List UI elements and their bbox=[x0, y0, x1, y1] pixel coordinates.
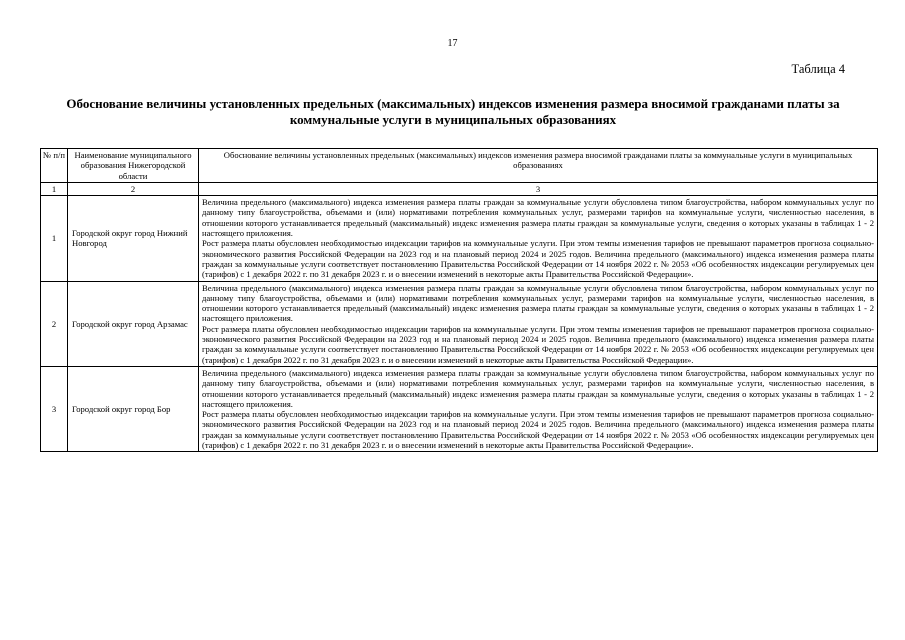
table-row bbox=[41, 366, 878, 451]
column-index-cell: 3 bbox=[199, 182, 878, 195]
table-label: Таблица 4 bbox=[791, 62, 845, 76]
justification-cell bbox=[199, 281, 878, 366]
justification-paragraph: Рост размера платы обусловлен необходимостью индексации тарифов на коммунальные услуги. При этом темпы изменения тарифов не превышают параметров прогноза социально-экономического развития Российской Федерации на 2023 год и на плановый период 2024 и 2025 годов. Величина предельного (максимального) индекса изменения размера платы граждан за коммунальные услуги соответствует постановлению Правительства Российской Федерации от 14 ноября 2022 г. № 2053 «Об особенностях индексации регулируемых цен (тарифов) с 1 декабря 2022 г. по 31 декабря 2023 г. и о внесении изменений в некоторые акты Правительства Российской Федерации». bbox=[202, 409, 874, 451]
table-row bbox=[41, 196, 878, 281]
row-number: 1 bbox=[41, 196, 68, 281]
justification-cell bbox=[199, 196, 878, 281]
page-number: 17 bbox=[447, 38, 458, 49]
municipality-name: Городской округ город Арзамас bbox=[68, 281, 199, 366]
justification-paragraph: Рост размера платы обусловлен необходимостью индексации тарифов на коммунальные услуги. При этом темпы изменения тарифов не превышают параметров прогноза социально-экономического развития Российской Федерации на 2023 год и на плановый период 2024 и 2025 годов. Величина предельного (максимального) индекса изменения размера платы граждан за коммунальные услуги соответствует постановлению Правительства Российской Федерации от 14 ноября 2022 г. № 2053 «Об особенностях индексации регулируемых цен (тарифов) с 1 декабря 2022 г. по 31 декабря 2023 г. и о внесении изменений в некоторые акты Правительства Российской Федерации». bbox=[202, 238, 874, 280]
justification-paragraph: Величина предельного (максимального) индекса изменения размера платы граждан за коммунальные услуги обусловлена типом благоустройства, набором коммунальных услуг по данному типу благоустройства, объемами и (или) нормативами потребления коммунальных услуг, размерами тарифов на коммунальные услуги, численностью населения, в отношении которого устанавливается предельный (максимальный) индекс изменения размера платы граждан за коммунальные услуги, сведения о которых указаны в таблицах 1 - 2 настоящего приложения. bbox=[202, 282, 874, 324]
table-header-row bbox=[41, 149, 878, 183]
table-row bbox=[41, 281, 878, 366]
column-index-cell: 1 bbox=[41, 182, 68, 195]
document-title: Обоснование величины установленных предельных (максимальных) индексов изменения размера вносимой гражданами платы за коммунальные услуги в муниципальных образованиях bbox=[66, 96, 840, 127]
municipality-name: Городской округ город Бор bbox=[68, 366, 199, 451]
justification-paragraph: Величина предельного (максимального) индекса изменения размера платы граждан за коммунальные услуги обусловлена типом благоустройства, набором коммунальных услуг по данному типу благоустройства, объемами и (или) нормативами потребления коммунальных услуг, размерами тарифов на коммунальные услуги, численностью населения, в отношении которого устанавливается предельный (максимальный) индекс изменения размера платы граждан за коммунальные услуги, сведения о которых указаны в таблицах 1 - 2 настоящего приложения. bbox=[202, 197, 874, 239]
justification-cell bbox=[199, 366, 878, 451]
row-number: 3 bbox=[41, 366, 68, 451]
row-number: 2 bbox=[41, 281, 68, 366]
justification-table bbox=[40, 148, 878, 452]
justification-paragraph: Рост размера платы обусловлен необходимостью индексации тарифов на коммунальные услуги. При этом темпы изменения тарифов не превышают параметров прогноза социально-экономического развития Российской Федерации на 2023 год и на плановый период 2024 и 2025 годов. Величина предельного (максимального) индекса изменения размера платы граждан за коммунальные услуги соответствует постановлению Правительства Российской Федерации от 14 ноября 2022 г. № 2053 «Об особенностях индексации регулируемых цен (тарифов) с 1 декабря 2022 г. по 31 декабря 2023 г. и о внесении изменений в некоторые акты Правительства Российской Федерации». bbox=[202, 323, 874, 365]
municipality-name: Городской округ город Нижний Новгород bbox=[68, 196, 199, 281]
header-num: № п/п bbox=[41, 149, 68, 183]
justification-paragraph: Величина предельного (максимального) индекса изменения размера платы граждан за коммунальные услуги обусловлена типом благоустройства, набором коммунальных услуг по данному типу благоустройства, объемами и (или) нормативами потребления коммунальных услуг, размерами тарифов на коммунальные услуги, численностью населения, в отношении которого устанавливается предельный (максимальный) индекс изменения размера платы граждан за коммунальные услуги, сведения о которых указаны в таблицах 1 - 2 настоящего приложения. bbox=[202, 367, 874, 409]
column-index-cell: 2 bbox=[68, 182, 199, 195]
header-name: Наименование муниципального образования Нижегородской области bbox=[68, 149, 199, 183]
column-index-row bbox=[41, 182, 878, 195]
header-justification: Обоснование величины установленных предельных (максимальных) индексов изменения размера вносимой гражданами платы за коммунальные услуги в муниципальных образованиях bbox=[199, 149, 878, 183]
